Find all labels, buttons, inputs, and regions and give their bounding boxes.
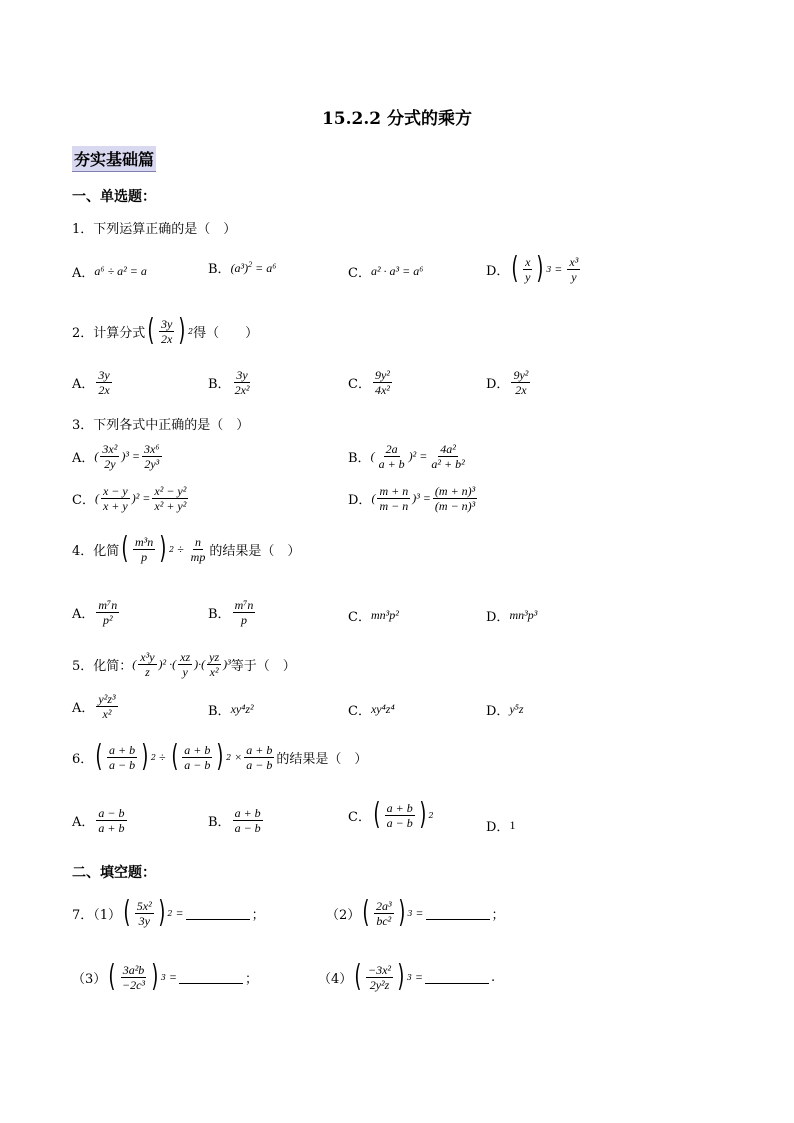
q2-option-c[interactable]: C． $\frac{\text{9y²}}{\text{4x²}}$ — [348, 368, 390, 397]
q7-item-4: （4） ( $\frac{\text{−3x²}}{\text{2y²z}}$ ) 3 = . — [318, 959, 496, 994]
option-label: A． — [72, 451, 95, 466]
option-label: D． — [486, 610, 510, 625]
q3-option-c[interactable]: C． ( $\frac{x - y}{x + y}$ )² = $\frac{\text{x² − y²}}{\text{x² + y²}}$ — [72, 484, 187, 513]
option-label: A． — [72, 377, 95, 392]
q1-c-math: a² · a³ = a⁶ — [370, 264, 424, 278]
q1-stem: 1．下列运算正确的是（ ） — [72, 222, 237, 237]
q4-option-a[interactable]: A． $\frac{\text{m⁷n}}{\text{p²}}$ — [72, 598, 118, 627]
q7-label-2: （2） — [326, 907, 361, 923]
q5-option-a[interactable]: A． $\frac{\text{y²z³}}{\text{x²}}$ — [72, 692, 116, 721]
section-badge: 夯实基础篇 — [72, 146, 156, 172]
option-label: C． — [348, 610, 371, 625]
q6-stem-prefix: 6． — [72, 751, 94, 767]
answer-blank[interactable] — [186, 907, 250, 920]
q3-option-d[interactable]: D． ( $\frac{m + n}{m - n}$ )³ = $\frac{\text{(m + n)³}}{\text{(m − n)³}}$ — [348, 484, 476, 513]
option-label: B． — [348, 451, 371, 466]
option-label: C． — [348, 377, 371, 392]
q7-label-1: 7．（1） — [72, 907, 122, 923]
q6-option-d[interactable] — [486, 816, 515, 835]
q7-item-3: （3） ( $\frac{\text{3a²b}}{\text{−2c³}}$ ) 3 = ； — [72, 959, 258, 994]
q7-item-1: 7．（1） ( $\frac{\text{5x²}}{3y}$ ) 2 = ； — [72, 895, 265, 930]
option-label: B． — [208, 262, 231, 277]
q7-label-4: （4） — [318, 971, 353, 987]
q6-stem-suffix: 的结果是（ ） — [276, 751, 368, 767]
q2-stem: 2．计算分式 ( $\frac{3y}{2x}$ ) 2 得（ ） — [72, 313, 259, 348]
q7-end: ； — [244, 971, 258, 987]
option-label: C． — [348, 266, 371, 281]
q5-option-c[interactable] — [348, 700, 395, 719]
option-label: A． — [72, 701, 95, 716]
page-title: 15.2.2 分式的乘方 — [321, 109, 473, 129]
q5-c-math: xy⁴z⁴ — [370, 702, 395, 716]
option-label: B． — [208, 607, 231, 622]
q1-d-frac: $\frac{x}{y}$ — [525, 254, 531, 284]
q4-stem: 4．化简 ( $\frac{\text{m³n}}{p}$ ) 2 ÷ $\frac{n}{mp}$ 的结果是（ ） — [72, 531, 301, 566]
q7-end: ； — [491, 907, 505, 923]
answer-blank[interactable] — [425, 971, 489, 984]
option-label: C． — [348, 809, 371, 825]
q4-option-c[interactable] — [348, 606, 399, 625]
q7-label-3: （3） — [72, 971, 107, 987]
option-label: C． — [348, 704, 371, 719]
option-label: D． — [486, 263, 510, 279]
option-label: C． — [72, 493, 95, 508]
q1-a-math: a⁶ ÷ a² = a — [94, 264, 147, 278]
option-label: B． — [208, 815, 231, 830]
q1-option-c[interactable] — [348, 262, 423, 281]
q1-option-b[interactable] — [208, 258, 276, 277]
q5-option-d[interactable] — [486, 700, 524, 719]
q3-option-b[interactable]: B． ( $\frac{2a}{a + b}$ )² = $\frac{\text{4a²}}{\text{a² + b²}}$ — [348, 442, 465, 471]
q7-end: ； — [251, 907, 265, 923]
q1-option-a[interactable] — [72, 262, 147, 281]
option-label: D． — [348, 493, 372, 508]
q6-d-value: 1 — [509, 818, 516, 832]
q1-b-math: $(a^3)^2 = a^6$ — [230, 259, 277, 275]
q6-stem: 6． ( $\frac{a + b}{a - b}$ ) 2 ÷ ( $\frac{a + b}{a - b}$ ) 2 × $\frac{a + b}{a - b}$ 的结果是（ ） — [72, 739, 368, 774]
q2-option-a[interactable]: A． $\frac{3y}{2x}$ — [72, 368, 110, 397]
q5-stem-prefix: 5．化简： — [72, 659, 133, 674]
answer-blank[interactable] — [179, 971, 243, 984]
option-label: B． — [208, 377, 231, 392]
q4-c-math: mn³p² — [370, 608, 399, 622]
q4-stem-suffix: 的结果是（ ） — [209, 543, 301, 559]
q5-b-math: xy⁴z² — [230, 702, 254, 716]
q4-option-d[interactable] — [486, 606, 537, 625]
option-label: A． — [72, 815, 95, 830]
q6-option-c[interactable]: C． ( $\frac{a + b}{a - b}$ ) 2 — [348, 797, 434, 832]
q6-option-a[interactable]: A． $\frac{a - b}{a + b}$ — [72, 806, 125, 835]
option-label: D． — [486, 704, 510, 719]
q3-option-a[interactable]: A． ( $\frac{\text{3x²}}{2y}$ )³ = $\frac{\text{3x⁶}}{\text{2y³}}$ — [72, 442, 160, 471]
q3-stem: 3．下列各式中正确的是（ ） — [72, 418, 250, 433]
option-label: A． — [72, 607, 95, 622]
q5-stem: 5．化简： ( $\frac{\text{x³y}}{z}$ )² ·( $\frac{xz}{y}$ )·( $\frac{yz}{\text{x²}}$ )³ 等于（ ） — [72, 650, 296, 679]
part1-heading: 一、单选题： — [72, 189, 156, 205]
answer-blank[interactable] — [426, 907, 490, 920]
q6-option-b[interactable]: B． $\frac{a + b}{a - b}$ — [208, 806, 261, 835]
option-label: A． — [72, 266, 95, 281]
q5-stem-suffix: 等于（ ） — [230, 659, 296, 674]
q2-stem-suffix: 得（ ） — [193, 325, 259, 341]
q5-d-math: y⁵z — [509, 702, 524, 716]
option-label: B． — [208, 704, 231, 719]
q2-option-d[interactable]: D． $\frac{\text{9y²}}{2x}$ — [486, 368, 529, 397]
q4-option-b[interactable]: B． $\frac{\text{m⁷n}}{p}$ — [208, 598, 254, 627]
option-label: D． — [486, 820, 510, 835]
q7-end: . — [490, 969, 496, 985]
q2-option-b[interactable]: B． $\frac{3y}{\text{2x²}}$ — [208, 368, 250, 397]
option-label: D． — [486, 377, 510, 392]
q4-d-math: mn³p³ — [509, 608, 538, 622]
q5-option-b[interactable] — [208, 700, 254, 719]
part2-heading: 二、填空题： — [72, 865, 156, 881]
q1-option-d[interactable]: D． ( $\frac{x}{y}$ ) 3 = $\frac{\text{x³}}{y}$ — [486, 251, 579, 286]
q7-item-2: （2） ( $\frac{\text{2a³}}{\text{bc²}}$ ) 3 = ； — [326, 895, 505, 930]
q2-stem-prefix: 2．计算分式 — [72, 325, 146, 341]
q4-stem-prefix: 4．化简 — [72, 543, 120, 559]
